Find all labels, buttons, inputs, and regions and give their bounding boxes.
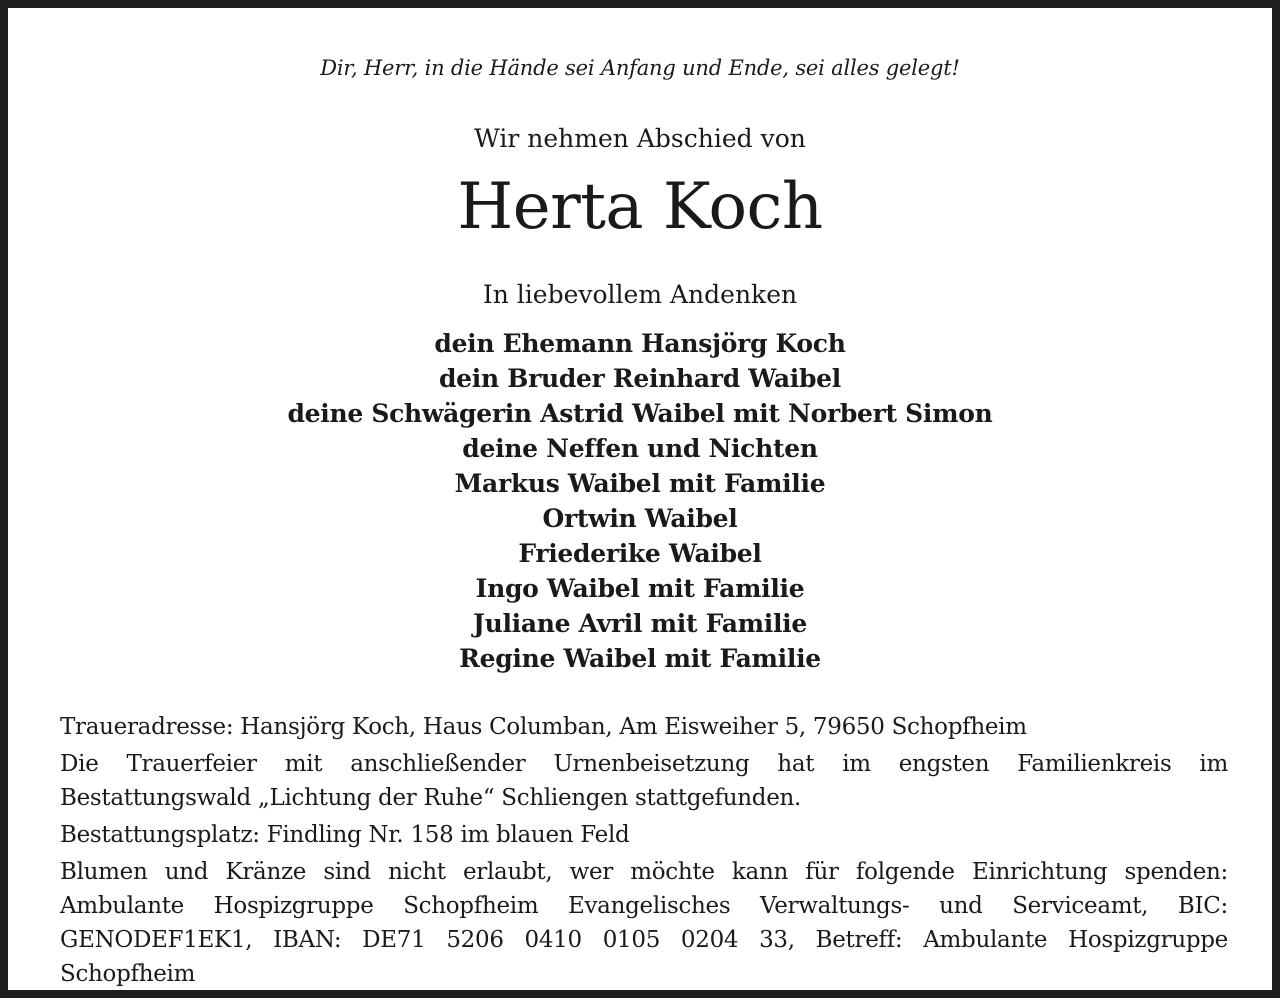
mourner-line: deine Schwägerin Astrid Waibel mit Norbert Simon [287,399,993,428]
mourner-line: Friederike Waibel [518,539,762,568]
memory-line: In liebevollem Andenken [482,280,798,309]
mourner-line: dein Bruder Reinhard Waibel [439,364,841,393]
mourner-line: Regine Waibel mit Familie [459,644,821,673]
mourner-line: Ingo Waibel mit Familie [475,574,805,603]
farewell-intro: Wir nehmen Abschied von [474,124,806,153]
mourning-address: Traueradresse: Hansjörg Koch, Haus Columban, Am Eisweiher 5, 79650 Schopfheim [60,714,1027,740]
mourner-line: deine Neffen und Nichten [462,434,818,463]
mourner-line: dein Ehemann Hansjörg Koch [434,329,846,358]
mourner-line: Juliane Avril mit Familie [473,609,807,638]
obituary-notice [8,8,1272,990]
burial-place: Bestattungsplatz: Findling Nr. 158 im blauen Feld [60,822,630,848]
ceremony-note: Die Trauerfeier mit anschließender Urnenbeisetzung hat im engsten Familienkreis im Bestattungswald „Lichtung der Ruhe“ Schliengen stattgefunden. [60,751,1228,811]
mourner-line: Markus Waibel mit Familie [454,469,826,498]
donation-note: Blumen und Kränze sind nicht erlaubt, wer möchte kann für folgende Einrichtung spenden: Ambulante Hospizgruppe Schopfheim Evangelisches Verwaltungs- und Serviceamt, BIC: GENODEF1EK1, IBAN: DE71 5206 0410 0105 0204 33, Betreff: Ambulante Hospizgruppe Schopfheim [60,859,1228,987]
mourners-list [8,326,1272,676]
mourner-line: Ortwin Waibel [542,504,738,533]
details-section [60,710,1228,994]
motto-verse: Dir, Herr, in die Hände sei Anfang und Ende, sei alles gelegt! [320,56,960,80]
deceased-name: Herta Koch [457,170,823,244]
